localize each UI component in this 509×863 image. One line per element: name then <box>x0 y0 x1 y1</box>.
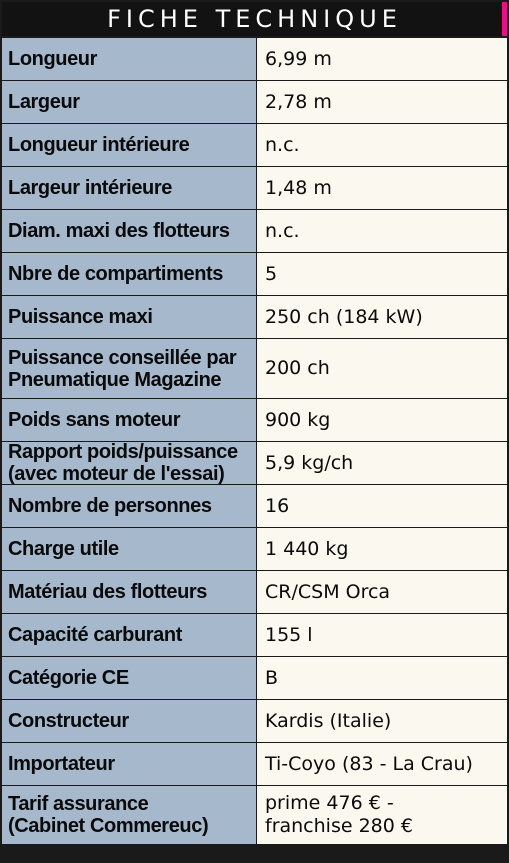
row-label: Largeur intérieure <box>2 167 257 209</box>
row-value: 16 <box>257 485 507 527</box>
table-row <box>2 339 507 399</box>
row-value: 2,78 m <box>257 81 507 123</box>
row-label: Nbre de compartiments <box>2 253 257 295</box>
table-row <box>2 124 507 167</box>
table-row <box>2 786 507 844</box>
row-value: 900 kg <box>257 399 507 441</box>
table-row <box>2 442 507 485</box>
row-value: prime 476 € - franchise 280 € <box>257 786 507 844</box>
table-row <box>2 210 507 253</box>
table-row <box>2 399 507 442</box>
row-label: Puissance maxi <box>2 296 257 338</box>
table-row <box>2 700 507 743</box>
table-row <box>2 485 507 528</box>
table-row <box>2 657 507 700</box>
accent-stripe <box>502 2 507 36</box>
table-row <box>2 253 507 296</box>
row-value: 1,48 m <box>257 167 507 209</box>
row-label: Charge utile <box>2 528 257 570</box>
row-value: n.c. <box>257 124 507 166</box>
table-row <box>2 167 507 210</box>
row-label: Tarif assurance (Cabinet Commereuc) <box>2 786 257 844</box>
sheet-title: FICHE TECHNIQUE <box>2 2 507 36</box>
row-label: Nombre de personnes <box>2 485 257 527</box>
row-value: 155 l <box>257 614 507 656</box>
table-row <box>2 38 507 81</box>
row-value: B <box>257 657 507 699</box>
table-row <box>2 743 507 786</box>
row-value: Kardis (Italie) <box>257 700 507 742</box>
row-value: 6,99 m <box>257 38 507 80</box>
row-value: CR/CSM Orca <box>257 571 507 613</box>
row-label: Rapport poids/puissance (avec moteur de l'essai) <box>2 442 257 484</box>
row-label: Largeur <box>2 81 257 123</box>
row-label: Diam. maxi des flotteurs <box>2 210 257 252</box>
table-row <box>2 614 507 657</box>
row-label: Poids sans moteur <box>2 399 257 441</box>
row-label: Puissance conseillée par Pneumatique Magazine <box>2 339 257 398</box>
spec-table <box>2 38 507 844</box>
row-value: 1 440 kg <box>257 528 507 570</box>
row-value: 200 ch <box>257 339 507 398</box>
row-value: Ti-Coyo (83 - La Crau) <box>257 743 507 785</box>
row-label: Catégorie CE <box>2 657 257 699</box>
row-label: Importateur <box>2 743 257 785</box>
table-row <box>2 528 507 571</box>
row-value: 5 <box>257 253 507 295</box>
row-label: Longueur <box>2 38 257 80</box>
row-label: Matériau des flotteurs <box>2 571 257 613</box>
row-value: 250 ch (184 kW) <box>257 296 507 338</box>
row-value: n.c. <box>257 210 507 252</box>
row-label: Longueur intérieure <box>2 124 257 166</box>
row-label: Capacité carburant <box>2 614 257 656</box>
row-value: 5,9 kg/ch <box>257 442 507 484</box>
row-label: Constructeur <box>2 700 257 742</box>
table-row <box>2 571 507 614</box>
table-row <box>2 81 507 124</box>
table-row <box>2 296 507 339</box>
